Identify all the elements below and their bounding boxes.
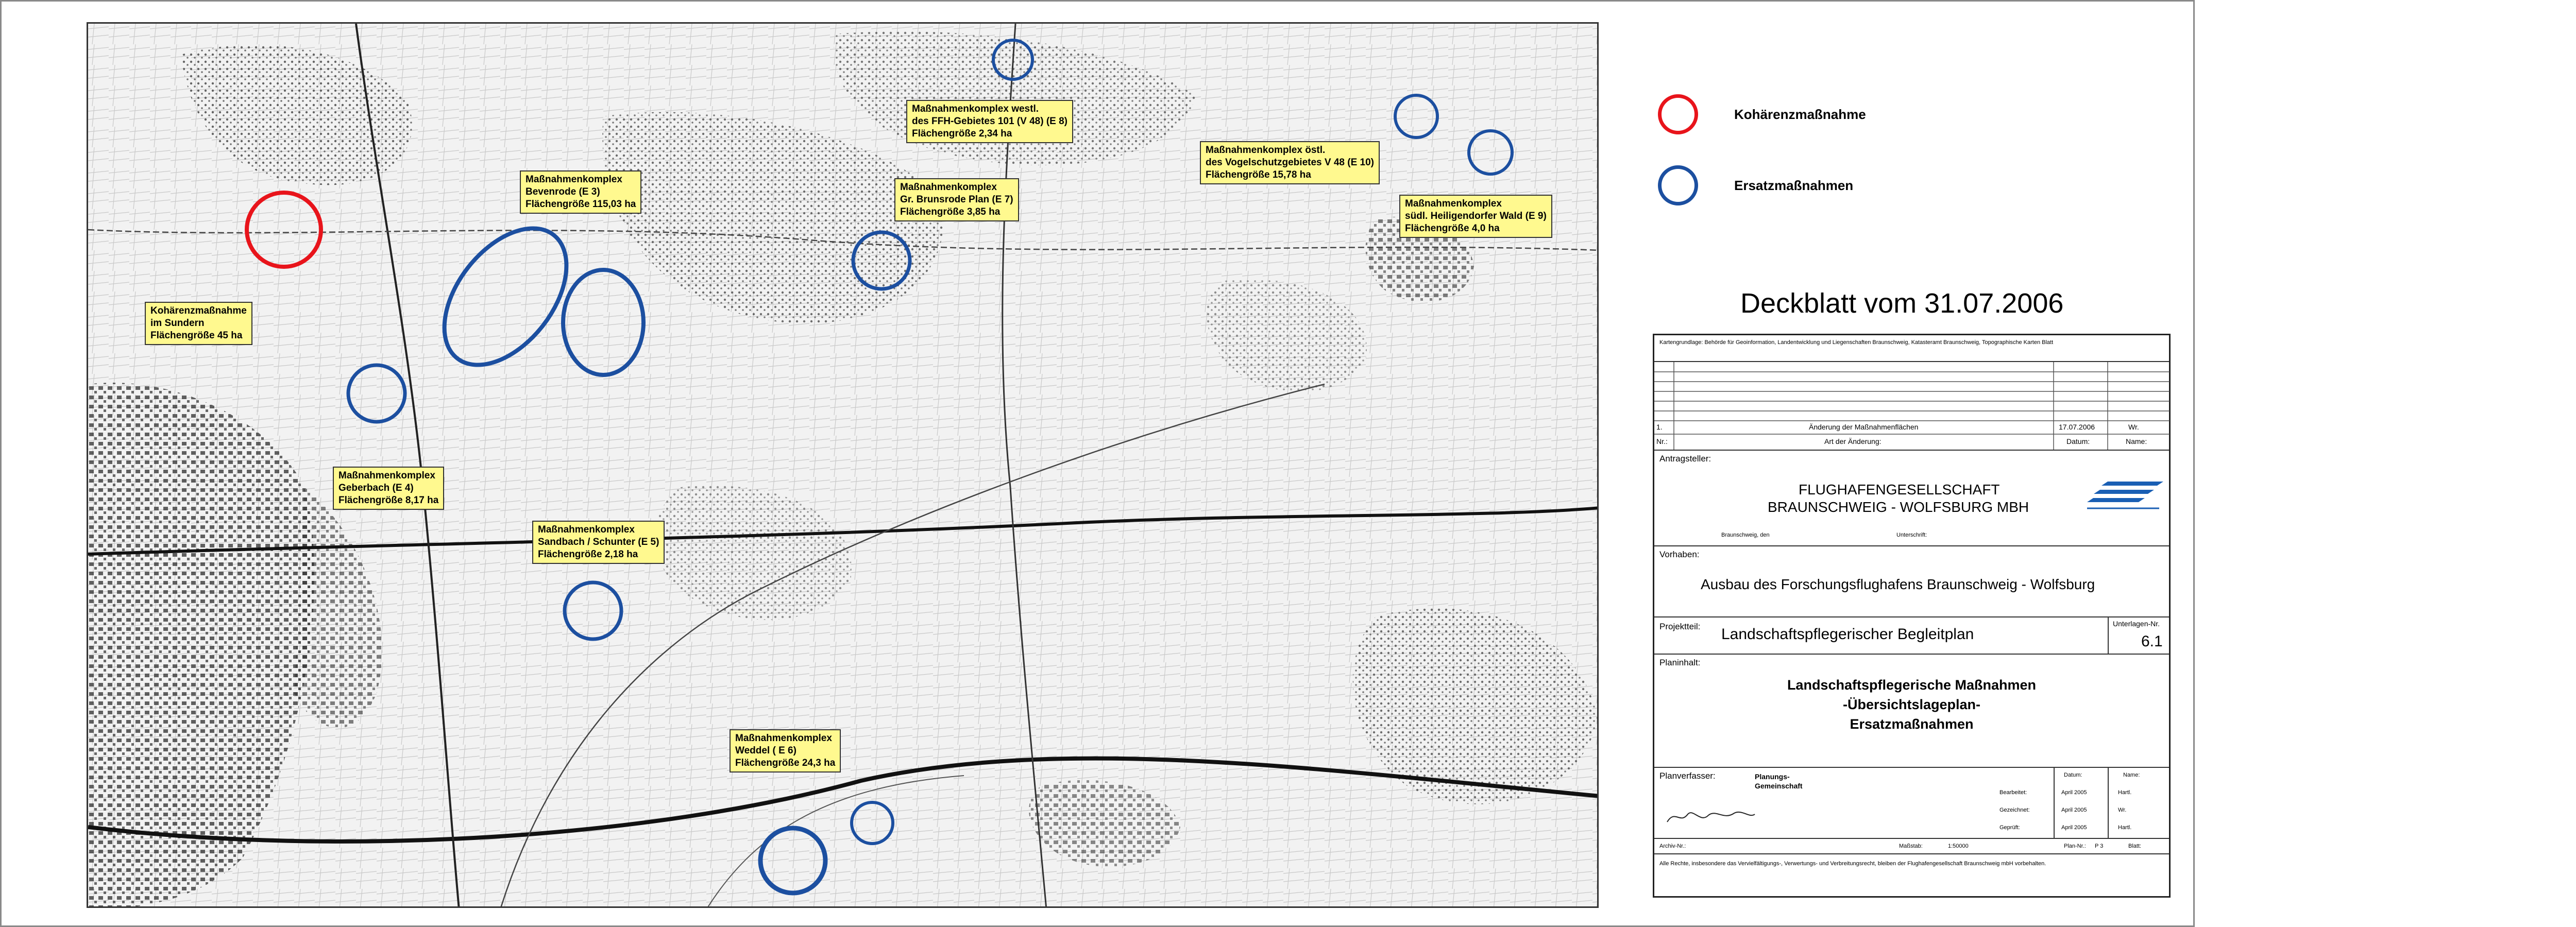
replacement-area-e8: [993, 40, 1032, 79]
project-part-section: Projektteil: Landschaftspflegerischer Begleitplan Unterlagen-Nr. 6.1: [1654, 617, 2169, 655]
change-table: 1. Änderung der Maßnahmenflächen 17.07.2006 Wr. Nr.: Art der Änderung: Datum: Name:: [1654, 362, 2169, 451]
replacement-area-e10: [1395, 95, 1437, 138]
plan-content-title: Landschaftspflegerische Maßnahmen -Übersichtslageplan- Ersatzmaßnahmen: [1787, 677, 2037, 732]
map-label-e7: Maßnahmenkomplex Gr. Brunsrode Plan (E 7) Flächengröße 3,85 ha: [894, 178, 1019, 221]
title-block: [1653, 334, 2171, 898]
deckblatt-title: Deckblatt vom 31.07.2006: [1740, 288, 2064, 319]
map-label-e4: Maßnahmenkomplex Geberbach (E 4) Flächengröße 8,17 ha: [333, 467, 444, 510]
legend-blue-circle-icon: [1658, 165, 1698, 205]
rights-footer: Alle Rechte, insbesondere das Vervielfältigungs-, Verwertungs- und Verbreitungsrecht, bleiben der Flughafengesellschaft Braunschweig mbH vorbehalten.: [1659, 861, 2046, 867]
plan-content-section: Planinhalt: Landschaftspflegerische Maßnahmen -Übersichtslageplan- Ersatzmaßnahmen: [1654, 655, 2169, 768]
replacement-area-e4: [348, 365, 405, 422]
replacement-area-e9: [1469, 131, 1512, 174]
author-firm: Planungs- Gemeinschaft: [1755, 772, 1803, 790]
map-label-coherence: Kohärenzmaßnahme im Sundern Flächengröße 45 ha: [145, 302, 252, 345]
map-label-e3: Maßnahmenkomplex Bevenrode (E 3) Flächengröße 115,03 ha: [520, 170, 641, 214]
replacement-area-e3-east: [563, 270, 643, 375]
legend-replacement: Ersatzmaßnahmen: [1658, 165, 1853, 205]
author-section: Planverfasser: Planungs- Gemeinschaft Datum: Name: Bearbeitet: April 2005 Hartl. Gezeichnet: April 2005 Wr. Geprüft: April 2005 Hartl.: [1654, 768, 2169, 839]
map-label-e10: Maßnahmenkomplex östl. des Vogelschutzgebietes V 48 (E 10) Flächengröße 15,78 ha: [1200, 141, 1380, 184]
replacement-area-e7: [853, 232, 910, 289]
applicant-section: Antragsteller: FLUGHAFENGESELLSCHAFT BRAUNSCHWEIG - WOLFSBURG MBH Braunschweig, den Unterschrift:: [1654, 451, 2169, 546]
legend-coherence: Kohärenzmaßnahme: [1658, 94, 1866, 134]
archive-scale-row: Archiv-Nr.: Maßstab: 1:50000 Plan-Nr.: P 3 Blatt:: [1654, 839, 2169, 854]
project-section: Vorhaben: Ausbau des Forschungsflughafens Braunschweig - Wolfsburg: [1654, 546, 2169, 617]
change-table-grid: [1654, 362, 2170, 450]
signature-icon: [1665, 804, 1757, 830]
coherence-area-circle: [247, 193, 321, 267]
map-label-e5: Maßnahmenkomplex Sandbach / Schunter (E 5) Flächengröße 2,18 ha: [532, 521, 665, 564]
legend-red-circle-icon: [1658, 94, 1698, 134]
replacement-area-e3-west: [420, 206, 591, 388]
replacement-area-e6-north: [852, 802, 893, 844]
map-label-e9: Maßnahmenkomplex südl. Heiligendorfer Wald (E 9) Flächengröße 4,0 ha: [1399, 195, 1552, 238]
topographic-map: [87, 22, 1599, 908]
replacement-area-e6-south: [760, 828, 825, 893]
airport-logo-icon: [2087, 477, 2164, 513]
replacement-area-e5: [565, 582, 621, 639]
source-note: Kartengrundlage: Behörde für Geoinformation, Landentwicklung und Liegenschaften Braunschweig, Katasteramt Braunschweig, Topographische Karten Blatt: [1654, 335, 2169, 362]
map-label-e8: Maßnahmenkomplex westl. des FFH-Gebietes 101 (V 48) (E 8) Flächengröße 2,34 ha: [906, 100, 1073, 143]
map-label-e6: Maßnahmenkomplex Weddel ( E 6) Flächengröße 24,3 ha: [730, 729, 841, 772]
